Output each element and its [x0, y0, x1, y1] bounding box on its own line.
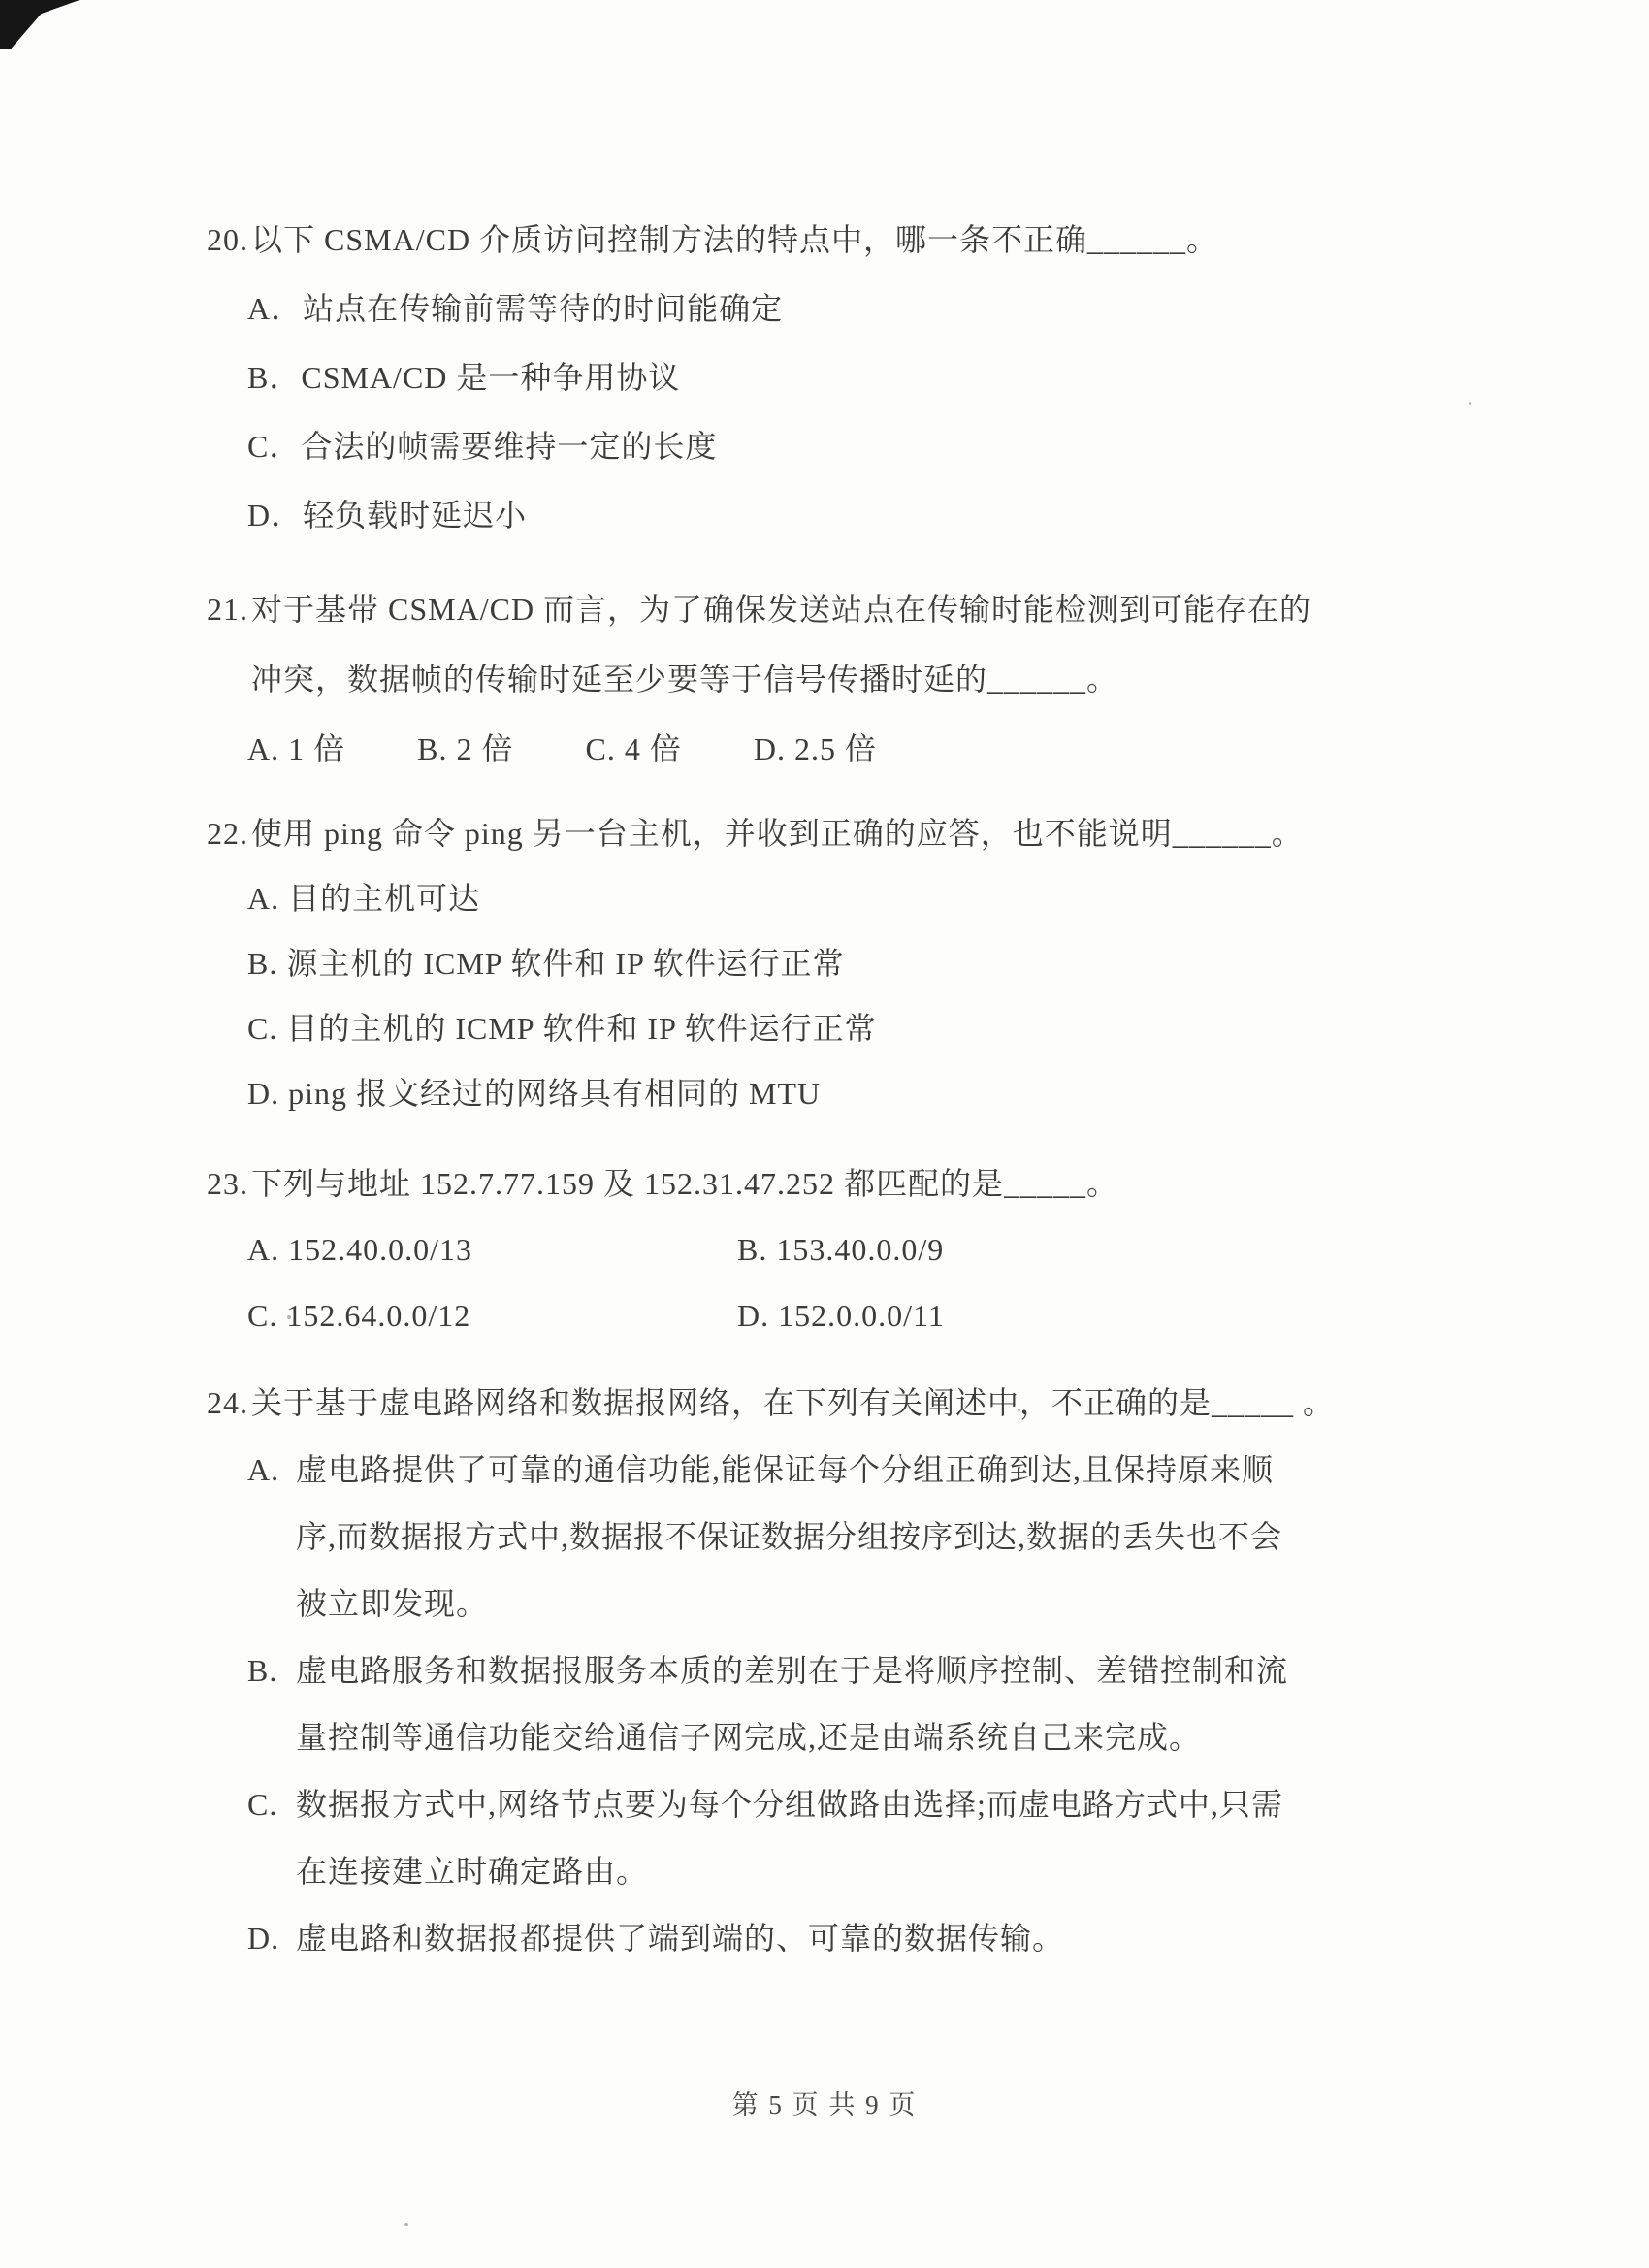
page-footer: 第 5 页 共 9 页 — [731, 2090, 918, 2120]
option-c — [207, 1771, 1533, 1905]
question-stem-line — [207, 1150, 1533, 1216]
question-stem-line — [207, 801, 1533, 866]
question-22 — [207, 801, 1533, 1126]
option-d: D. 152.0.0.0/11 — [737, 1298, 945, 1333]
option-a: A. 1 倍 — [247, 731, 346, 766]
option-d — [207, 1905, 1533, 1972]
option-a: A. 152.40.0.0/13 — [247, 1232, 472, 1267]
option-b — [207, 1637, 1533, 1771]
option-c: C. 目的主机的 ICMP 软件和 IP 软件运行正常 — [247, 1011, 877, 1046]
option-b: B. 源主机的 ICMP 软件和 IP 软件运行正常 — [247, 946, 845, 981]
option-letter: C. — [247, 1787, 278, 1822]
question-number: 23. — [207, 1166, 248, 1201]
scan-speck — [404, 2223, 408, 2226]
option-d: D．轻负载时延迟小 — [247, 498, 528, 533]
question-stem: 以下 CSMA/CD 介质访问控制方法的特点中，哪一条不正确______。 — [251, 222, 1219, 257]
option-letter: D. — [247, 1921, 280, 1956]
option-a: A. 目的主机可达 — [247, 881, 481, 916]
question-stem: 使用 ping 命令 ping 另一台主机，并收到正确的应答，也不能说明______。 — [251, 816, 1304, 851]
options-row — [207, 714, 1533, 784]
question-stem-line — [207, 1370, 1533, 1437]
option-letter: A. — [247, 1452, 280, 1487]
option-d: D. 2.5 倍 — [753, 731, 877, 766]
question-number: 22. — [207, 816, 248, 851]
option-a: A．站点在传输前需等待的时间能确定 — [247, 291, 784, 326]
option-b: B．CSMA/CD 是一种争用协议 — [247, 360, 681, 395]
option-b: B. 153.40.0.0/9 — [737, 1232, 945, 1267]
option-text: 虚电路提供了可靠的通信功能,能保证每个分组正确到达,且保持原来顺 序,而数据报方式中,数据报不保证数据分组按序到达,数据的丢失也不会 被立即发现。 — [296, 1452, 1283, 1621]
option-text: 虚电路服务和数据报服务本质的差别在于是将顺序控制、差错控制和流 量控制等通信功能交给通信子网完成,还是由端系统自己来完成。 — [296, 1653, 1289, 1755]
question-number: 21. — [207, 592, 248, 627]
option-c: C．合法的帧需要维持一定的长度 — [247, 429, 718, 464]
options-grid — [207, 1216, 1533, 1348]
question-stem-line — [207, 206, 1533, 275]
question-stem: 对于基带 CSMA/CD 而言，为了确保发送站点在传输时能检测到可能存在的 — [251, 592, 1312, 627]
question-20 — [207, 206, 1533, 550]
question-stem: 下列与地址 152.7.77.159 及 152.31.47.252 都匹配的是_____。 — [251, 1166, 1119, 1201]
option-b: B. 2 倍 — [417, 731, 514, 766]
option-c: C. 152.64.0.0/12 — [247, 1298, 471, 1333]
option-letter: B. — [247, 1653, 278, 1688]
option-c: C. 4 倍 — [585, 731, 682, 766]
scan-artifact — [0, 0, 80, 49]
question-stem: 关于基于虚电路网络和数据报网络，在下列有关阐述中，不正确的是_____ 。 — [251, 1385, 1336, 1420]
question-23 — [207, 1150, 1533, 1348]
question-stem-line — [207, 574, 1533, 644]
question-stem-continuation: 冲突，数据帧的传输时延至少要等于信号传播时延的______。 — [251, 662, 1119, 697]
question-number: 20. — [207, 222, 248, 257]
option-d: D. ping 报文经过的网络具有相同的 MTU — [247, 1076, 822, 1111]
question-number: 24. — [207, 1385, 248, 1420]
option-a — [207, 1437, 1533, 1637]
option-text: 数据报方式中,网络节点要为每个分组做路由选择;而虚电路方式中,只需 在连接建立时确定路由。 — [296, 1787, 1283, 1889]
question-24 — [207, 1370, 1533, 1972]
question-21 — [207, 574, 1533, 784]
option-text: 虚电路和数据报都提供了端到端的、可靠的数据传输。 — [296, 1921, 1065, 1956]
